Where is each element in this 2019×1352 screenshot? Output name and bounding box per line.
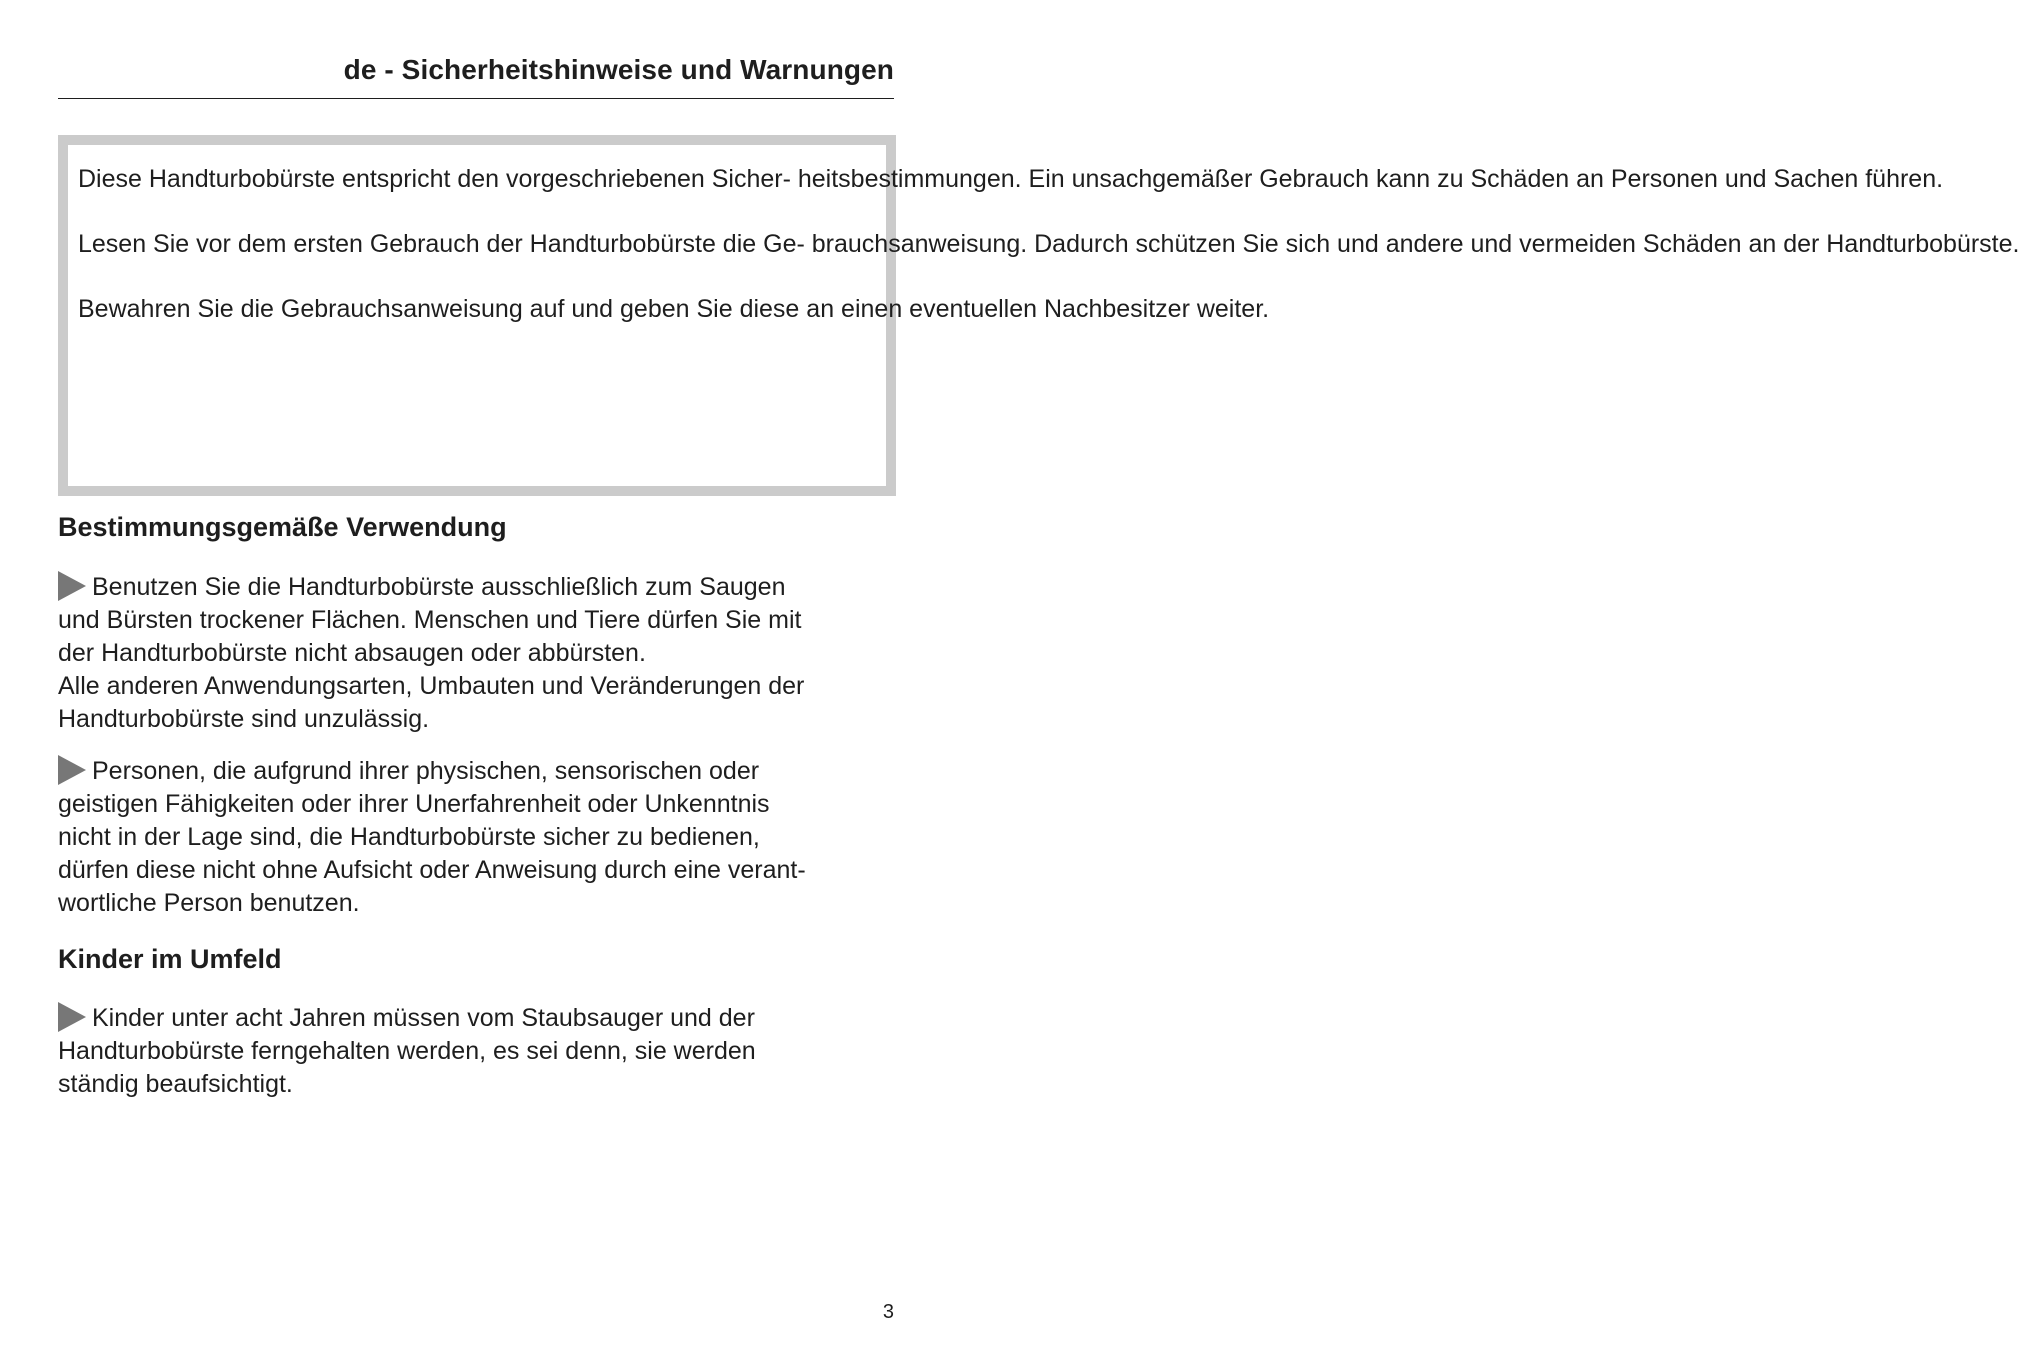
text-line: der Handturbobürste nicht absaugen oder abbürsten. xyxy=(58,639,646,667)
text-line-content: Personen, die aufgrund ihrer physischen, sensorischen oder xyxy=(92,757,760,785)
page-number: 3 xyxy=(882,1301,894,1323)
text-line: Handturbobürste ferngehalten werden, es sei denn, sie werden xyxy=(58,1037,756,1065)
notice-paragraph xyxy=(78,293,1270,326)
text-line: an einen eventuellen Nachbesitzer weiter. xyxy=(806,295,1270,323)
section-title-intended-use: Bestimmungsgemäße Verwendung xyxy=(58,512,507,542)
triangle-right-icon xyxy=(58,755,86,785)
triangle-right-icon xyxy=(58,571,86,601)
safety-notice-box xyxy=(58,135,2019,496)
triangle-right-icon xyxy=(58,1002,86,1032)
section-title-children: Kinder im Umfeld xyxy=(58,944,282,974)
text-line: Alle anderen Anwendungsarten, Umbauten und Veränderungen der xyxy=(58,672,805,700)
text-line: nicht in der Lage sind, die Handturbobürste sicher zu bedienen, xyxy=(58,823,760,851)
notice-paragraph xyxy=(78,228,2019,261)
text-line: wortliche Person benutzen. xyxy=(58,889,360,917)
text-line: heitsbestimmungen. Ein unsachgemäßer Gebrauch kann zu xyxy=(797,165,1464,193)
text-line: Handturbobürste sind unzulässig. xyxy=(58,705,430,733)
text-line: Bewahren Sie die Gebrauchsanweisung auf und geben Sie diese xyxy=(78,295,800,323)
instruction-item xyxy=(58,755,898,920)
header-title: de - Sicherheitshinweise und Warnungen xyxy=(343,54,894,85)
text-line-content: Benutzen Sie die Handturbobürste ausschließlich zum Saugen xyxy=(92,573,786,601)
text-line-content: Kinder unter acht Jahren müssen vom Staubsauger und der xyxy=(92,1004,755,1032)
text-line xyxy=(58,755,898,788)
text-line: geistigen Fähigkeiten oder ihrer Unerfahrenheit oder Unkenntnis xyxy=(58,790,770,818)
text-line xyxy=(58,571,898,604)
text-line: Lesen Sie vor dem ersten Gebrauch der Handturbobürste die Ge- xyxy=(78,230,805,258)
text-line: ständig beaufsichtigt. xyxy=(58,1070,293,1098)
text-line: und Bürsten trockener Flächen. Menschen und Tiere dürfen Sie mit xyxy=(58,606,802,634)
instruction-item xyxy=(58,1002,898,1101)
text-line: Diese Handturbobürste entspricht den vorgeschriebenen Sicher- xyxy=(78,165,791,193)
text-line: dürfen diese nicht ohne Aufsicht oder Anweisung durch eine verant- xyxy=(58,856,806,884)
text-line: vermeiden Schäden an der Handturbobürste. xyxy=(1519,230,2019,258)
text-line: brauchsanweisung. Dadurch schützen Sie sich und andere und xyxy=(811,230,1513,258)
instruction-item xyxy=(58,571,898,736)
text-line: Schäden an Personen und Sachen führen. xyxy=(1470,165,1944,193)
text-line xyxy=(58,1002,898,1035)
notice-paragraph xyxy=(78,163,1944,196)
page-header xyxy=(58,50,894,99)
